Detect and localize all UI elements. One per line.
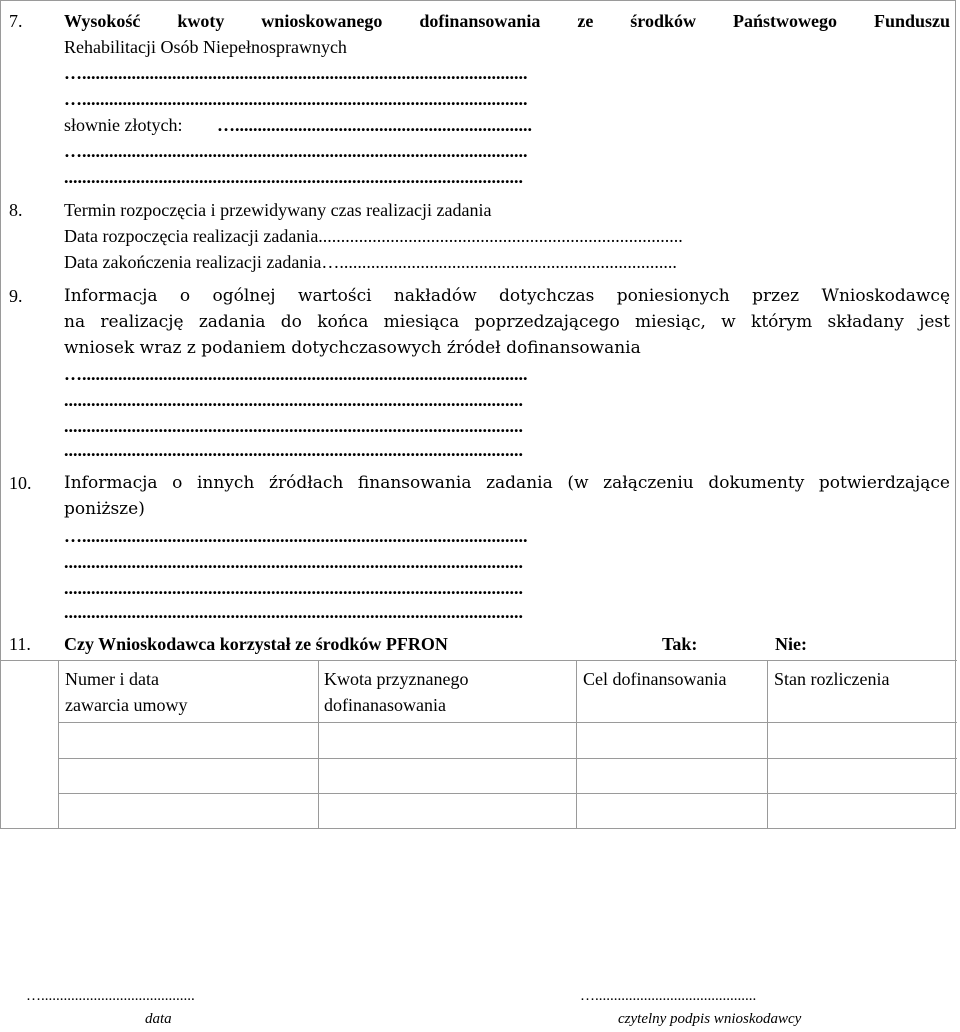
table-cell[interactable] [768,723,956,758]
section-9-number: 9. [9,286,23,306]
table-cell[interactable] [577,794,767,828]
table-header-settlement: Stan rozliczenia [774,669,890,689]
date-label: data [145,1011,172,1027]
section-10-dots-2[interactable]: ...................................................................................................... [64,552,523,572]
table-header-contract: Numer i data zawarcia umowy [65,669,188,715]
section-9-dots-2[interactable]: ...................................................................................................... [64,390,523,410]
section-8-end-date[interactable]: Data zakończenia realizacji zadania…........................................................................... [64,252,677,272]
section-7-words-dots-3[interactable]: ...................................................................................................... [64,167,523,187]
table-cell[interactable] [577,759,767,793]
section-9-title-line2: na realizację zadania do końca miesiąca poprzedzającego miesiąc, w którym składany jest [64,312,950,332]
section-11-no-option[interactable]: Nie: [775,634,807,654]
section-10-dots-4[interactable]: ...................................................................................................... [64,602,523,622]
table-cell[interactable] [59,759,318,793]
section-9-dots-4[interactable]: ...................................................................................................... [64,440,523,460]
table-cell[interactable] [59,794,318,828]
section-10-title-line1: Informacja o innych źródłach finansowania zadania (w załączeniu dokumenty potwierdzające [64,473,950,493]
signature-line[interactable]: …........................................... [580,988,757,1004]
table-cell[interactable] [577,723,767,758]
section-7-words-dots[interactable]: ….................................................................. [217,115,532,135]
section-7-title-line2: Rehabilitacji Osób Niepełnosprawnych [64,37,347,57]
section-8-start-date[interactable]: Data rozpoczęcia realizacji zadania................................................................................. [64,226,683,246]
section-11-question: Czy Wnioskodawca korzystał ze środków PFRON [64,634,448,654]
section-7-words-dots-2[interactable]: …................................................................................................... [64,141,528,161]
section-9-dots-1[interactable]: …................................................................................................... [64,364,528,384]
date-signature-line[interactable]: …......................................... [26,988,195,1004]
section-11-number: 11. [9,634,31,654]
table-cell[interactable] [768,759,956,793]
section-10-number: 10. [9,473,32,493]
section-9-dots-3[interactable]: ...................................................................................................... [64,416,523,436]
table-header-amount: Kwota przyznanego dofinanasowania [324,669,469,715]
section-9-title-line1: Informacja o ogólnej wartości nakładów dotychczas poniesionych przez Wnioskodawcę [64,286,950,306]
table-cell[interactable] [319,759,576,793]
section-9-title-line3: wniosek wraz z podaniem dotychczasowych źródeł dofinansowania [64,338,641,358]
table-cell[interactable] [319,723,576,758]
section-10-title-line2: poniższe) [64,499,145,519]
section-11-yes-option[interactable]: Tak: [662,634,698,654]
section-7-amount-dots-2[interactable]: …................................................................................................... [64,89,528,109]
signature-label: czytelny podpis wnioskodawcy [618,1011,802,1027]
section-8-number: 8. [9,200,23,220]
section-7-words-label: słownie złotych: [64,115,183,135]
table-cell[interactable] [768,794,956,828]
table-cell[interactable] [59,723,318,758]
section-10-dots-3[interactable]: ...................................................................................................... [64,578,523,598]
section-7-amount-dots-1[interactable]: …................................................................................................... [64,63,528,83]
table-cell[interactable] [319,794,576,828]
table-top-border [1,660,957,661]
section-7-number: 7. [9,11,23,31]
section-10-dots-1[interactable]: …................................................................................................... [64,526,528,546]
table-header-purpose: Cel dofinansowania [583,669,727,689]
section-7-title-line1: Wysokość kwoty wnioskowanego dofinansowania ze środków Państwowego Funduszu [64,11,950,31]
section-8-title: Termin rozpoczęcia i przewidywany czas realizacji zadania [64,200,492,220]
